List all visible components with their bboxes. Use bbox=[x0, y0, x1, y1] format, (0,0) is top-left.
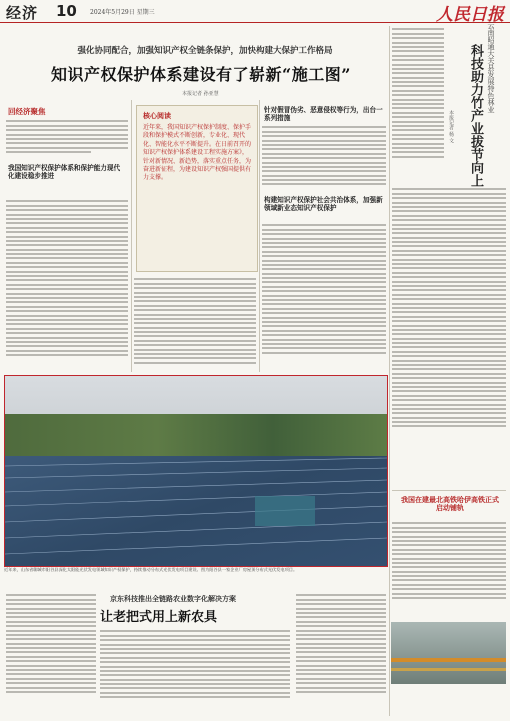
page-header bbox=[0, 0, 510, 23]
body-text-block bbox=[134, 276, 256, 371]
rail-story-title: 我国在建最北高铁哈伊高铁正式启动铺轨 bbox=[401, 495, 499, 512]
core-reading-box bbox=[136, 105, 258, 272]
rail-track bbox=[391, 658, 506, 662]
body-text-block bbox=[392, 520, 506, 620]
body-text-block bbox=[100, 628, 290, 718]
lead-byline: 本报记者 孙亚慧 bbox=[182, 91, 219, 97]
body-text-block bbox=[6, 592, 96, 717]
photo-caption: 近年来，山东省聊城市阳谷县深化太阳能光伏发电领域知识产权保护，持续推动分布式光伏发电项目建设。图为阳谷县一家企业厂房屋顶分布式光伏发电项目。 bbox=[4, 567, 298, 572]
lead-title: 知识产权保护体系建设有了崭新“施工图” bbox=[51, 65, 351, 84]
feature-byline: 本报记者 杨 文 bbox=[448, 110, 454, 144]
page-number: 10 bbox=[56, 2, 77, 20]
body-text-block bbox=[392, 26, 444, 181]
solar-panel-grid bbox=[5, 456, 387, 566]
body-text-block bbox=[296, 592, 386, 717]
body-text-block bbox=[392, 186, 506, 486]
middle-heading: 针对假冒伪劣、恶意侵权等行为，出台一系列措施 bbox=[264, 106, 383, 122]
body-text-block bbox=[6, 118, 128, 158]
column-rule bbox=[259, 100, 260, 372]
issue-date: 2024年5月29日 星期三 bbox=[90, 9, 155, 16]
rail-track bbox=[391, 668, 506, 671]
photo-solar-panels bbox=[5, 456, 387, 566]
divider bbox=[392, 490, 506, 491]
bottom-story-kicker: 京东科技推出全链路农业数字化解决方案 bbox=[110, 594, 236, 603]
column-rule bbox=[389, 26, 390, 716]
body-text-block bbox=[262, 124, 386, 192]
section-name: 经济 bbox=[6, 4, 39, 22]
bottom-story-title: 让老把式用上新农具 bbox=[100, 610, 218, 625]
body-text-block bbox=[6, 198, 128, 370]
column-rule bbox=[131, 100, 132, 372]
feature-kicker: 云南昭通大关县发展特色林业 bbox=[487, 22, 495, 113]
body-text-block bbox=[262, 222, 386, 372]
lead-subtitle: 强化协同配合，加强知识产权全链条保护，加快构建大保护工作格局 bbox=[77, 46, 333, 56]
column-heading: 我国知识产权保护体系和保护能力现代化建设稳步推进 bbox=[8, 164, 121, 180]
newspaper-logo: 人民日报 bbox=[436, 5, 504, 25]
feature-title: 科技助力竹产业拔节向上 bbox=[468, 44, 483, 187]
core-reading-text: 近年来，我国知识产权保护制度、保护手段和保护模式不断创新，专业化、现代化、智能化水平不断提升。在日前召开的知识产权保护体系建设工程实施方案》，针对新情况、新趋势，落实重点任务，为奋进新征程，为建设知识产权强国提供有力支撑。 bbox=[143, 124, 252, 182]
core-reading-title: 核心阅读 bbox=[143, 111, 171, 120]
photo-trees bbox=[5, 414, 387, 462]
column-rubric: 回经济聚焦 bbox=[8, 107, 46, 116]
solar-roof-photo bbox=[4, 375, 388, 567]
rail-photo bbox=[391, 622, 506, 684]
right-heading: 构建知识产权保护社会共治体系，加强新领域新业态知识产权保护 bbox=[264, 196, 383, 212]
